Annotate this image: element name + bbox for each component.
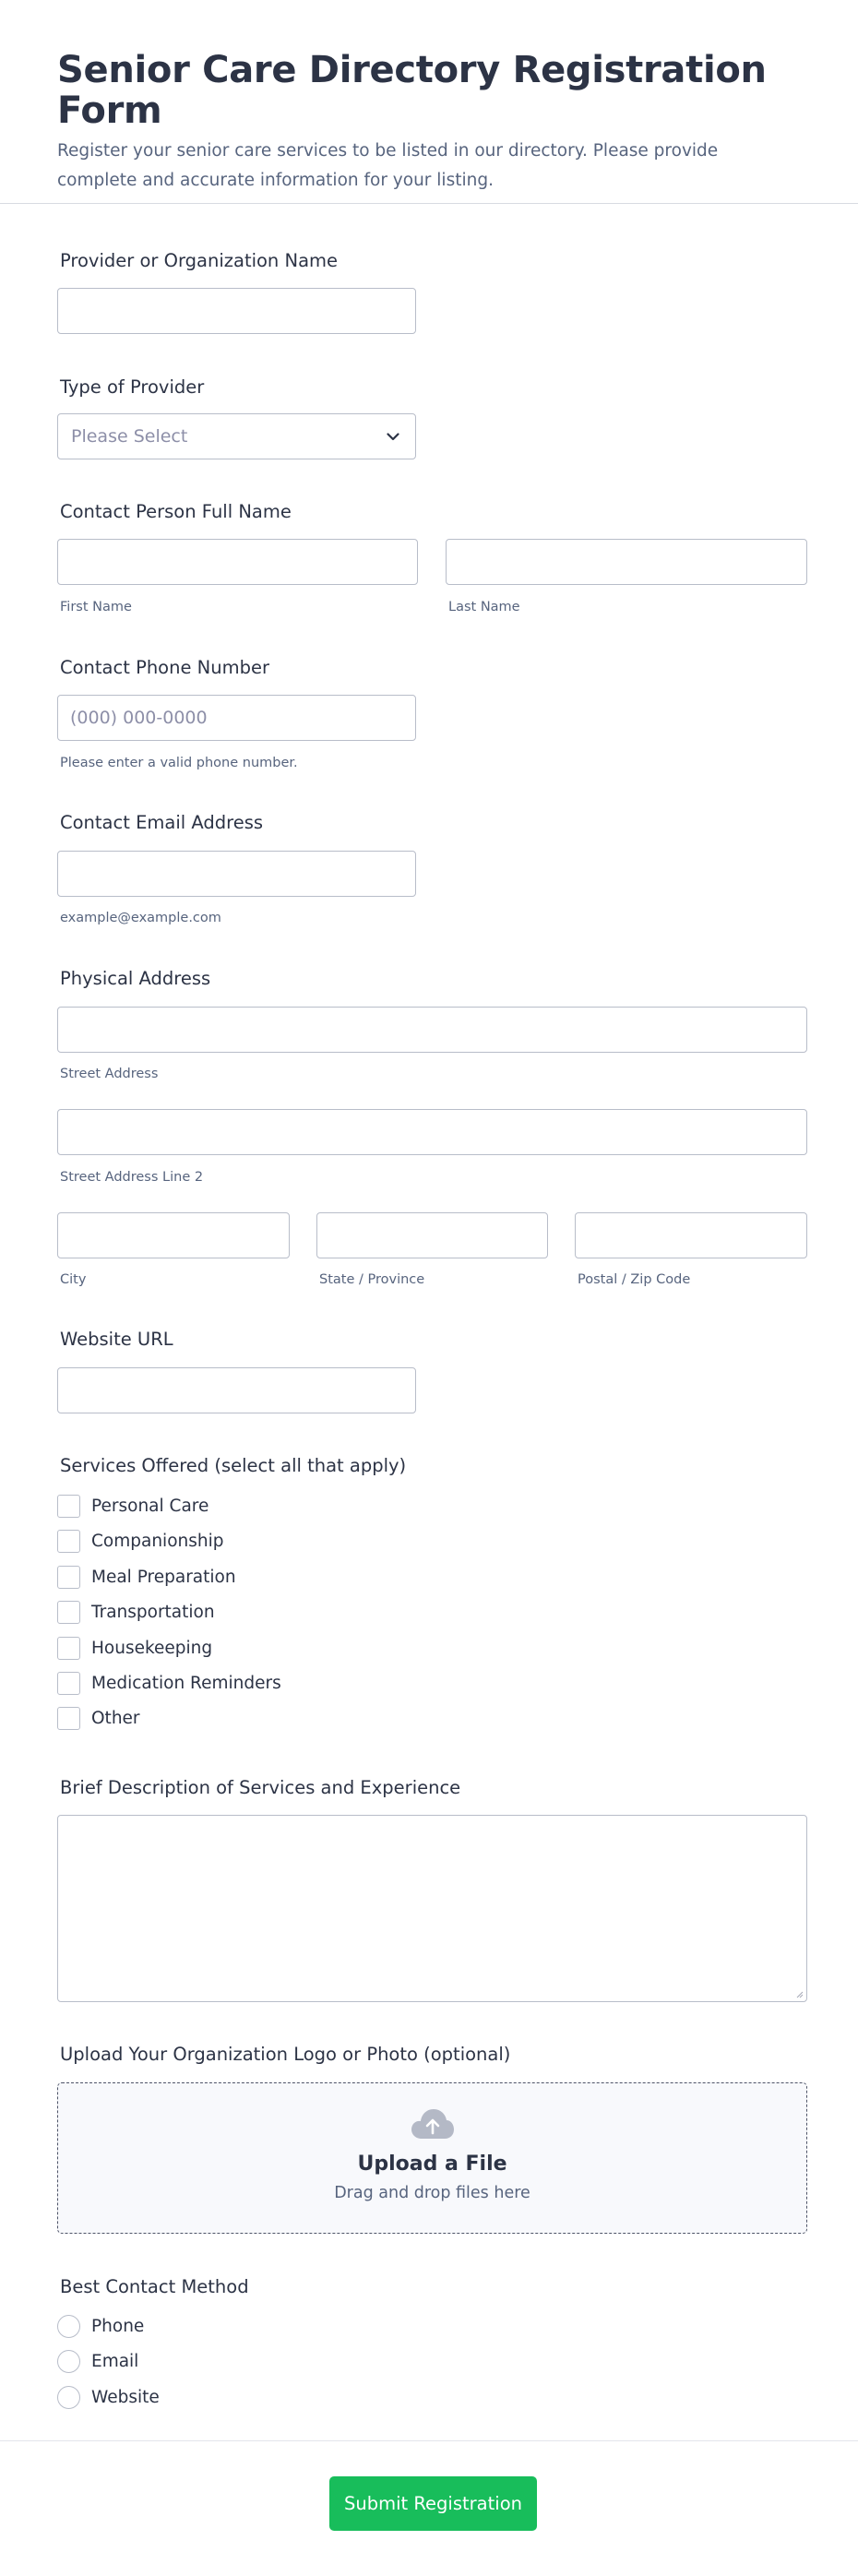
provider-type-label: Type of Provider bbox=[60, 376, 205, 398]
form-title: Senior Care Directory Registration Form bbox=[57, 49, 767, 132]
services-option-meal-preparation[interactable] bbox=[57, 1565, 236, 1589]
submit-button[interactable]: Submit Registration bbox=[329, 2476, 537, 2531]
option-label: Companionship bbox=[91, 1531, 224, 1551]
checkbox[interactable] bbox=[57, 1637, 80, 1660]
form-footer bbox=[0, 2440, 858, 2576]
cloud-upload-icon bbox=[410, 2107, 456, 2141]
provider-type-placeholder: Please Select bbox=[71, 426, 188, 447]
resize-grip-icon[interactable] bbox=[794, 1989, 804, 1998]
contact-method-label: Best Contact Method bbox=[60, 2276, 249, 2297]
option-label: Phone bbox=[91, 2316, 145, 2336]
contact-method-option-website[interactable] bbox=[57, 2385, 160, 2409]
form-description: Register your senior care services to be listed in our directory. Please provide complete and accurate information for your listing. bbox=[57, 141, 719, 190]
contact-method-option-phone[interactable] bbox=[57, 2314, 144, 2338]
radio-button[interactable] bbox=[57, 2315, 80, 2338]
address-label: Physical Address bbox=[60, 968, 211, 989]
option-label: Other bbox=[91, 1708, 140, 1728]
services-option-personal-care[interactable] bbox=[57, 1494, 209, 1518]
option-label: Transportation bbox=[91, 1602, 215, 1622]
services-option-companionship[interactable] bbox=[57, 1529, 224, 1553]
form-header bbox=[0, 0, 858, 204]
street-address-line2-sublabel: Street Address Line 2 bbox=[60, 1170, 204, 1185]
last-name-sublabel: Last Name bbox=[448, 600, 520, 614]
email-sublabel: example@example.com bbox=[60, 911, 221, 925]
phone-input[interactable] bbox=[57, 695, 416, 741]
checkbox[interactable] bbox=[57, 1495, 80, 1518]
phone-label: Contact Phone Number bbox=[60, 657, 270, 678]
upload-label: Upload Your Organization Logo or Photo (optional) bbox=[60, 2044, 511, 2065]
last-name-input[interactable] bbox=[446, 539, 807, 585]
provider-name-input[interactable] bbox=[57, 288, 416, 334]
first-name-input[interactable] bbox=[57, 539, 418, 585]
description-textarea[interactable] bbox=[57, 1815, 807, 2002]
state-sublabel: State / Province bbox=[319, 1272, 425, 1287]
radio-button[interactable] bbox=[57, 2386, 80, 2409]
provider-name-label: Provider or Organization Name bbox=[60, 250, 339, 271]
checkbox[interactable] bbox=[57, 1601, 80, 1624]
checkbox[interactable] bbox=[57, 1566, 80, 1589]
upload-subtitle: Drag and drop files here bbox=[334, 2184, 530, 2202]
option-label: Housekeeping bbox=[91, 1638, 213, 1658]
checkbox[interactable] bbox=[57, 1707, 80, 1730]
contact-method-option-email[interactable] bbox=[57, 2349, 138, 2373]
option-label: Meal Preparation bbox=[91, 1567, 236, 1587]
first-name-sublabel: First Name bbox=[60, 600, 132, 614]
upload-title: Upload a File bbox=[357, 2153, 507, 2176]
email-label: Contact Email Address bbox=[60, 812, 264, 833]
option-label: Medication Reminders bbox=[91, 1673, 281, 1693]
city-input[interactable] bbox=[57, 1212, 290, 1258]
email-input[interactable] bbox=[57, 851, 416, 897]
checkbox[interactable] bbox=[57, 1672, 80, 1695]
zip-sublabel: Postal / Zip Code bbox=[578, 1272, 691, 1287]
zip-input[interactable] bbox=[575, 1212, 807, 1258]
services-option-medication-reminders[interactable] bbox=[57, 1671, 281, 1695]
services-option-other[interactable] bbox=[57, 1706, 140, 1730]
services-option-transportation[interactable] bbox=[57, 1600, 215, 1624]
option-label: Personal Care bbox=[91, 1496, 209, 1516]
contact-name-label: Contact Person Full Name bbox=[60, 501, 292, 522]
chevron-down-icon bbox=[384, 427, 402, 446]
city-sublabel: City bbox=[60, 1272, 87, 1287]
provider-type-select[interactable] bbox=[57, 413, 416, 459]
street-address-sublabel: Street Address bbox=[60, 1067, 159, 1081]
checkbox[interactable] bbox=[57, 1530, 80, 1553]
street-address-line2-input[interactable] bbox=[57, 1109, 807, 1155]
file-upload-dropzone[interactable] bbox=[57, 2082, 807, 2234]
phone-sublabel: Please enter a valid phone number. bbox=[60, 756, 298, 770]
services-label: Services Offered (select all that apply) bbox=[60, 1455, 407, 1476]
option-label: Email bbox=[91, 2351, 139, 2371]
street-address-input[interactable] bbox=[57, 1007, 807, 1053]
option-label: Website bbox=[91, 2387, 160, 2407]
website-label: Website URL bbox=[60, 1329, 173, 1350]
website-input[interactable] bbox=[57, 1367, 416, 1413]
description-label: Brief Description of Services and Experience bbox=[60, 1777, 461, 1798]
services-option-housekeeping[interactable] bbox=[57, 1636, 212, 1660]
radio-button[interactable] bbox=[57, 2350, 80, 2373]
state-input[interactable] bbox=[316, 1212, 548, 1258]
